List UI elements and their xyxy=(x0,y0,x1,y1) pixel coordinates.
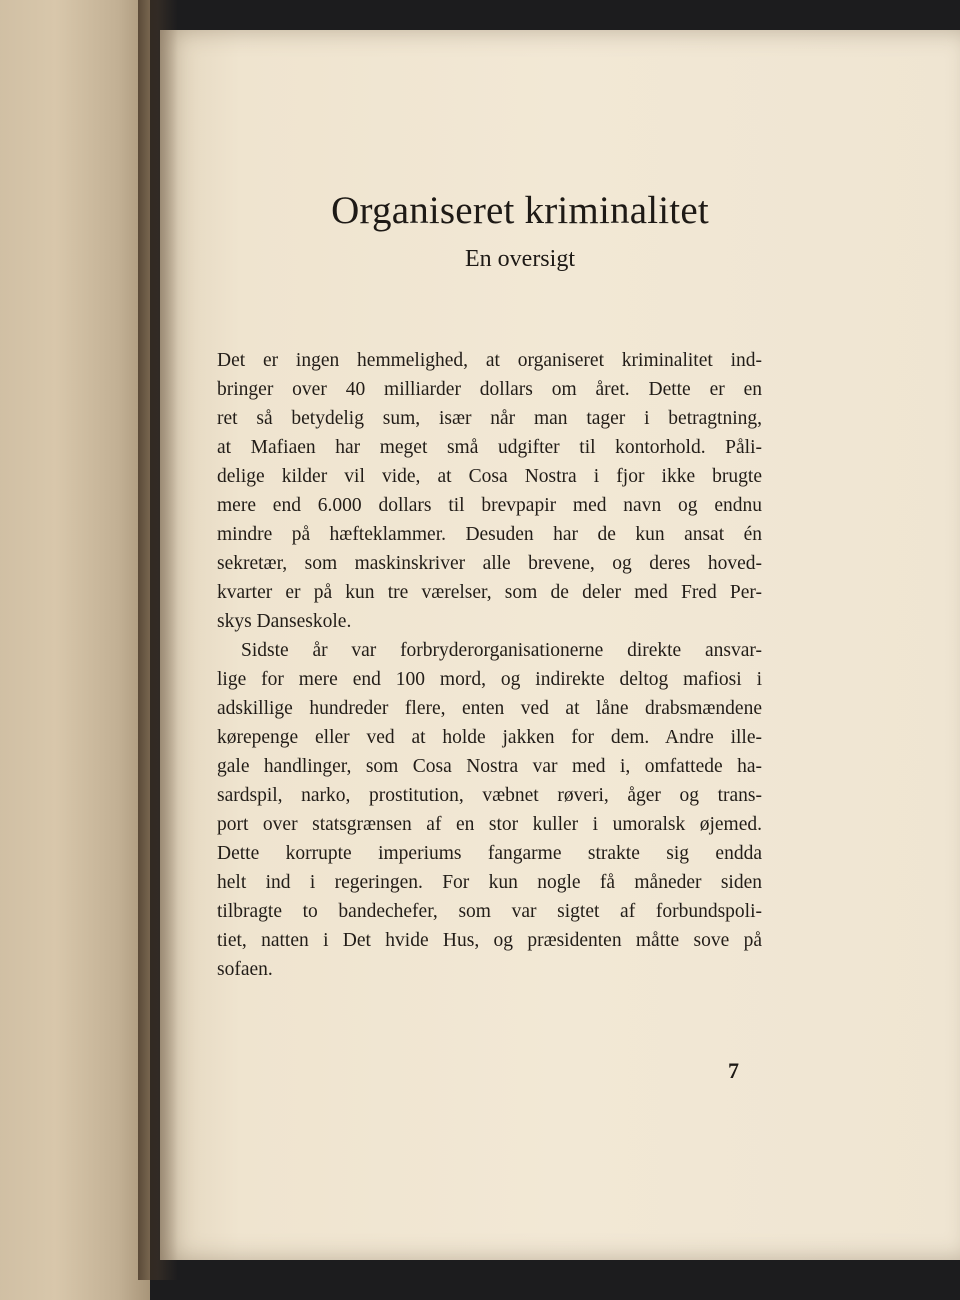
text-line: skys Danseskole. xyxy=(217,611,352,632)
text-line: bringer over 40 milliarder dollars om året. Dette er en xyxy=(217,379,762,400)
text-line: Sidste år var forbryderorganisationerne direkte ansvar- xyxy=(241,640,762,661)
text-line: mere end 6.000 dollars til brevpapir med navn og endnu xyxy=(217,495,762,516)
text-line: kørepenge eller ved at holde jakken for dem. Andre ille- xyxy=(217,727,762,748)
text-line: Det er ingen hemmelighed, at organiseret kriminalitet ind- xyxy=(217,350,762,371)
paragraph-1 xyxy=(217,346,762,636)
text-line: tilbragte to bandechefer, som var sigtet af forbundspoli- xyxy=(217,901,762,922)
text-line: at Mafiaen har meget små udgifter til kontorhold. Påli- xyxy=(217,437,762,458)
text-line: gale handlinger, som Cosa Nostra var med i, omfattede ha- xyxy=(217,756,762,777)
chapter-subtitle: En oversigt xyxy=(465,246,575,272)
text-line: mindre på hæfteklammer. Desuden har de kun ansat én xyxy=(217,524,762,545)
text-line: adskillige hundreder flere, enten ved at låne drabsmændene xyxy=(217,698,762,719)
text-line: Dette korrupte imperiums fangarme strakte sig endda xyxy=(217,843,762,864)
text-line: ret så betydelig sum, især når man tager i betragtning, xyxy=(217,408,762,429)
body-text xyxy=(217,346,762,984)
text-line: kvarter er på kun tre værelser, som de deler med Fred Per- xyxy=(217,582,762,603)
text-line: sardspil, narko, prostitution, væbnet røveri, åger og trans- xyxy=(217,785,762,806)
text-line: sofaen. xyxy=(217,959,273,980)
text-line: tiet, natten i Det hvide Hus, og præsidenten måtte sove på xyxy=(217,930,762,951)
text-line: lige for mere end 100 mord, og indirekte deltog mafiosi i xyxy=(217,669,762,690)
text-line: sekretær, som maskinskriver alle brevene, og deres hoved- xyxy=(217,553,762,574)
text-line: port over statsgrænsen af en stor kuller i umoralsk øjemed. xyxy=(217,814,762,835)
page-number: 7 xyxy=(728,1058,739,1083)
left-page-edge xyxy=(0,0,150,1300)
text-line: helt ind i regeringen. For kun nogle få måneder siden xyxy=(217,872,762,893)
paragraph-2 xyxy=(217,636,762,984)
text-line: delige kilder vil vide, at Cosa Nostra i fjor ikke brugte xyxy=(217,466,762,487)
book-gutter-shadow xyxy=(138,0,178,1280)
chapter-title: Organiseret kriminalitet xyxy=(331,189,709,232)
